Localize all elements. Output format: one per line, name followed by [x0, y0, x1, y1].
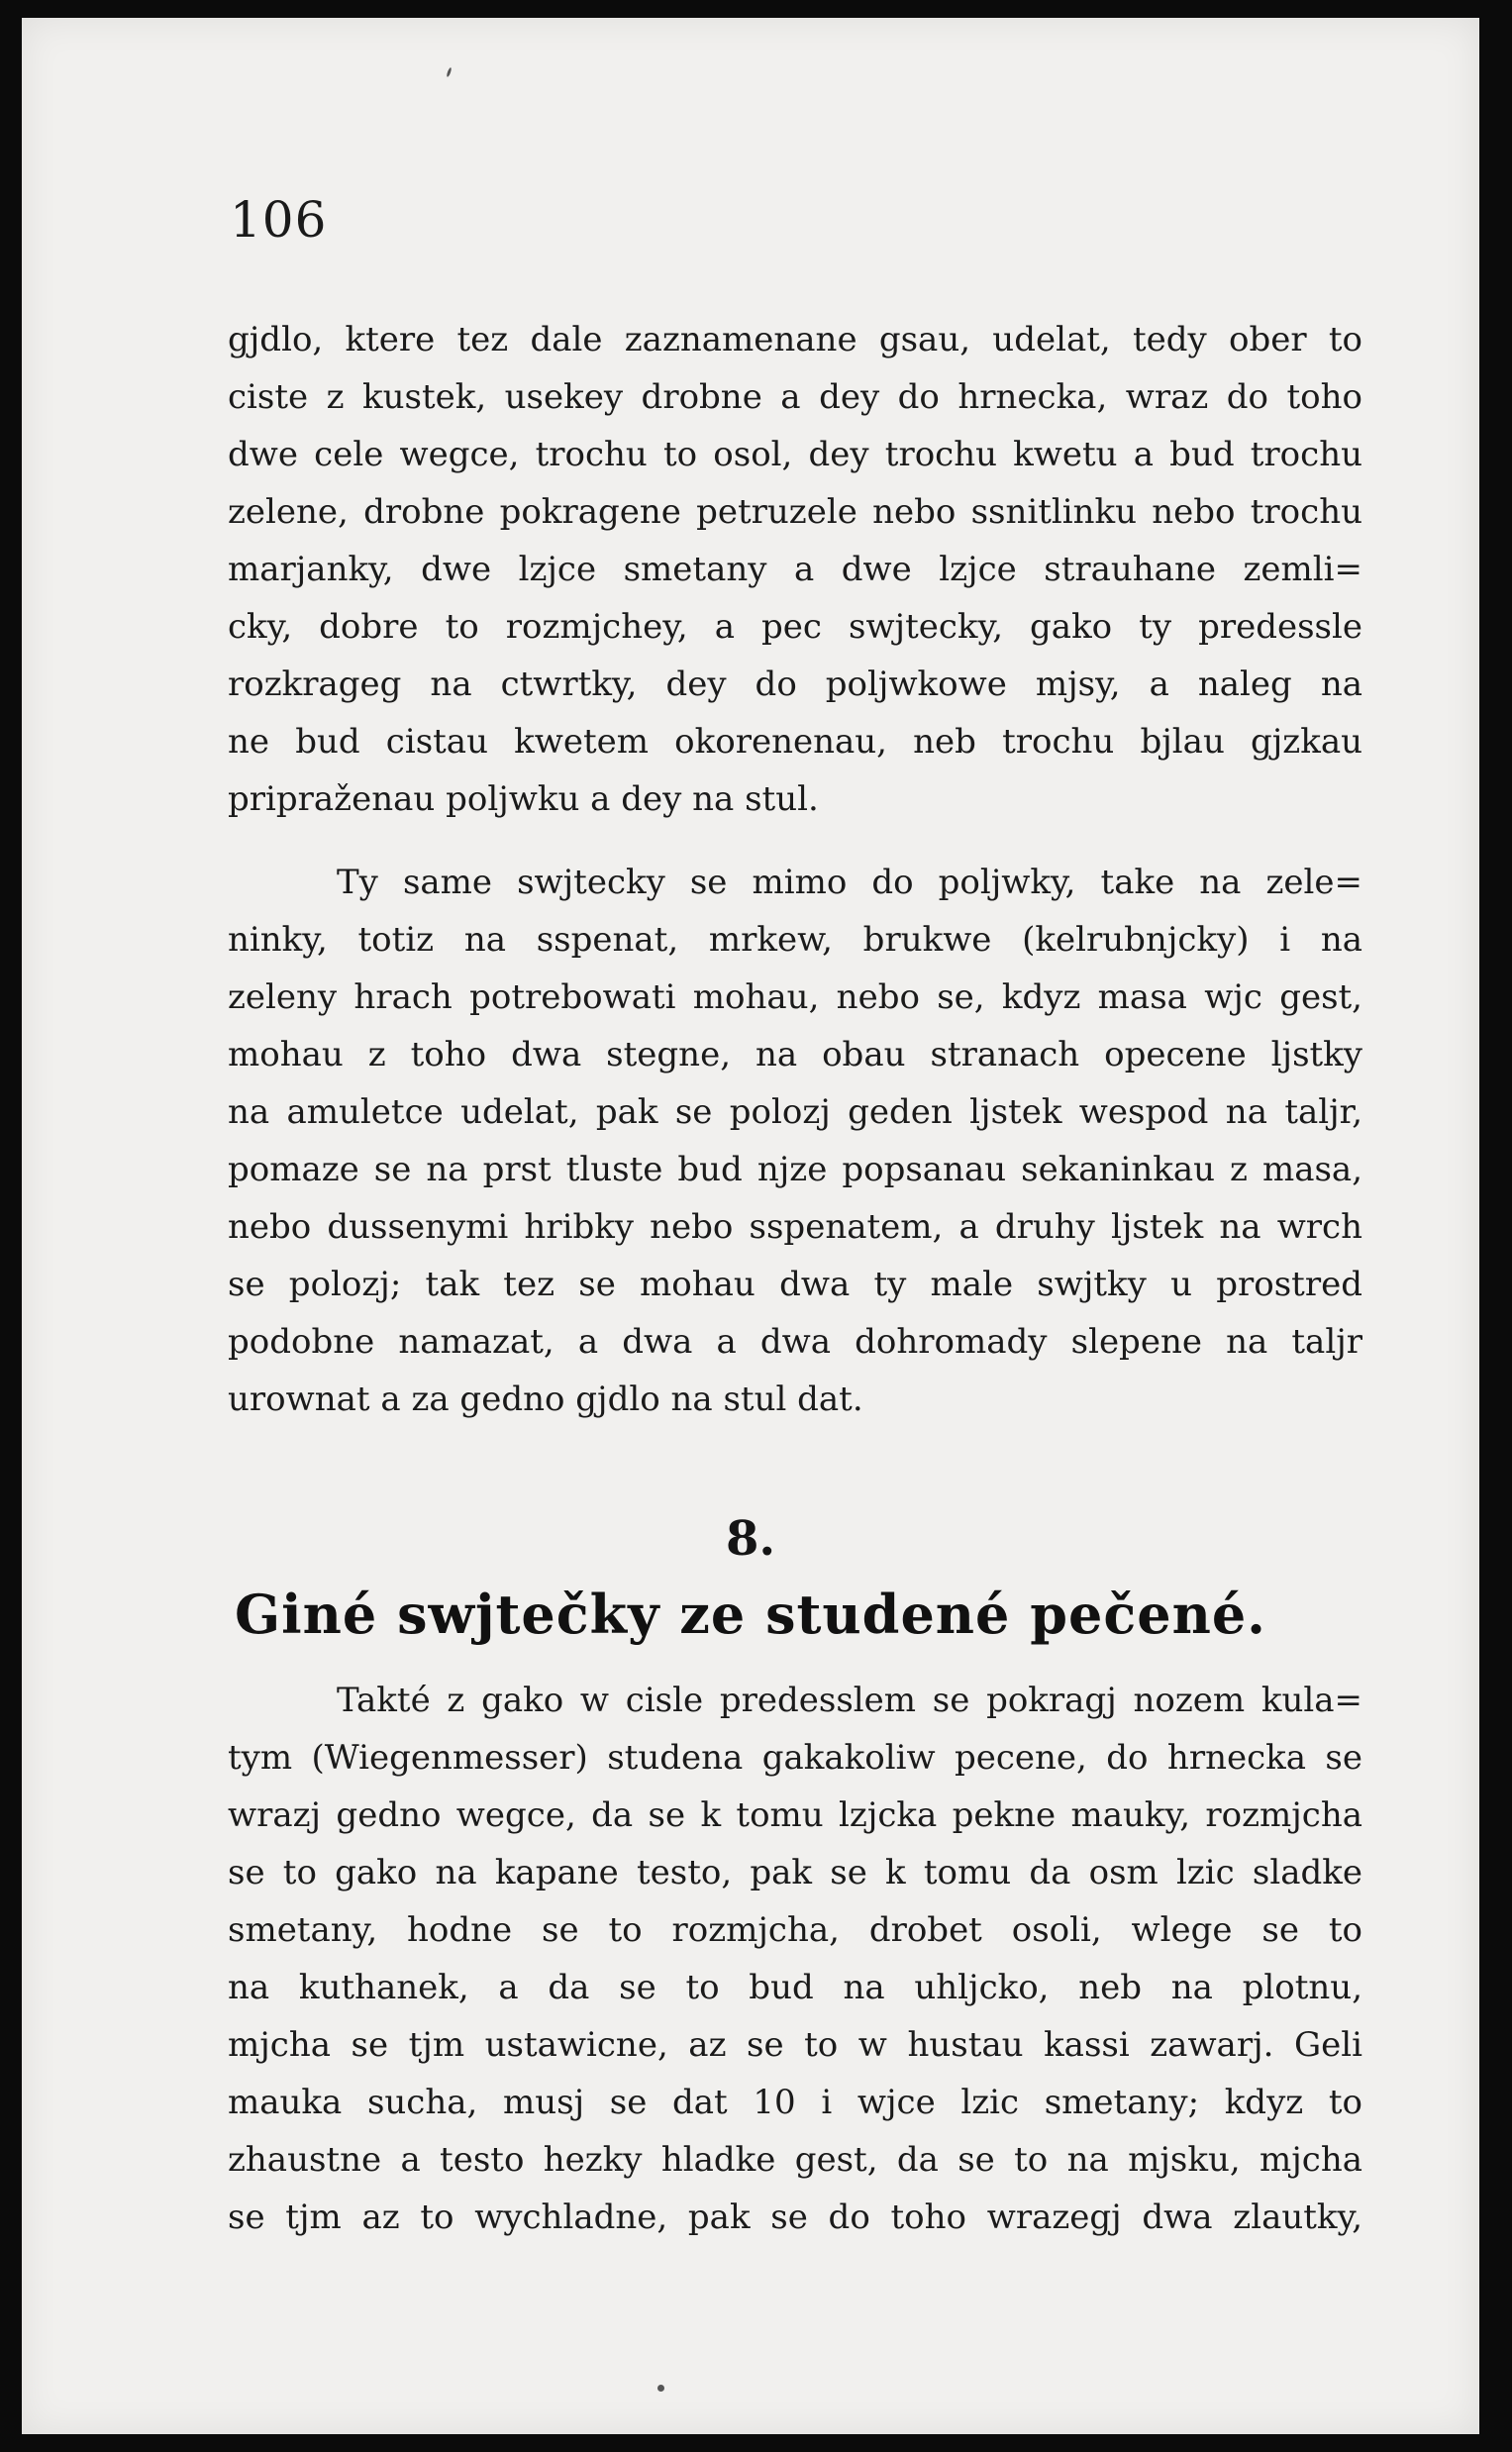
text-line: ninky, totiz na sspenat, mrkew, brukwe (kelrubnjcky) i na	[228, 920, 1362, 960]
text-line: urownat a za gedno gjdlo na stul dat.	[228, 1379, 863, 1419]
text-line: rozkrageg na ctwrtky, dey do poljwkowe mjsy, a naleg na	[228, 664, 1362, 704]
text-line: ne bud cistau kwetem okorenenau, neb trochu bjlau gjzkau	[228, 722, 1362, 762]
text-line: podobne namazat, a dwa a dwa dohromady slepene na taljr	[228, 1322, 1362, 1362]
text-line: se polozj; tak tez se mohau dwa ty male swjtky u prostred	[228, 1265, 1362, 1304]
paragraph-1	[228, 311, 1362, 828]
text-line: se tjm az to wychladne, pak se do toho wrazegj dwa zlautky,	[228, 2197, 1362, 2237]
paper-speck	[657, 2385, 664, 2392]
text-line: smetany, hodne se to rozmjcha, drobet osoli, wlege se to	[228, 1910, 1362, 1950]
text-line: Takté z gako w cisle predesslem se pokragj nozem kula=	[337, 1681, 1362, 1720]
section-heading: Giné swjtečky ze studené pečené.	[235, 1583, 1266, 1646]
text-line: na amuletce udelat, pak se polozj geden ljstek wespod na taljr,	[228, 1092, 1362, 1132]
text-line: mauka sucha, musj se dat 10 i wjce lzic smetany; kdyz to	[228, 2083, 1362, 2122]
text-line: dwe cele wegce, trochu to osol, dey trochu kwetu a bud trochu	[228, 435, 1362, 474]
text-line: zhaustne a testo hezky hladke gest, da se to na mjsku, mjcha	[228, 2140, 1362, 2180]
text-line: tym (Wiegenmesser) studena gakakoliw pecene, do hrnecka se	[228, 1738, 1362, 1778]
book-page	[22, 18, 1479, 2434]
text-line: se to gako na kapane testo, pak se k tomu da osm lzic sladke	[228, 1853, 1362, 1892]
text-line: ciste z kustek, usekey drobne a dey do hrnecka, wraz do toho	[228, 377, 1362, 417]
text-line: mjcha se tjm ustawicne, az se to w hustau kassi zawarj. Geli	[228, 2025, 1362, 2065]
text-line: pripraženau poljwku a dey na stul.	[228, 779, 819, 819]
text-line: na kuthanek, a da se to bud na uhljcko, neb na plotnu,	[228, 1968, 1362, 2007]
section-number: 8.	[725, 1511, 776, 1567]
text-line: nebo dussenymi hribky nebo sspenatem, a druhy ljstek na wrch	[228, 1207, 1362, 1247]
paper-speck	[446, 67, 452, 77]
text-line: zelene, drobne pokragene petruzele nebo ssnitlinku nebo trochu	[228, 492, 1362, 532]
paragraph-3	[228, 1672, 1362, 2246]
page-number: 106	[230, 191, 328, 249]
text-line: wrazj gedno wegce, da se k tomu lzjcka pekne mauky, rozmjcha	[228, 1795, 1362, 1835]
text-line: marjanky, dwe lzjce smetany a dwe lzjce strauhane zemli=	[228, 550, 1362, 589]
text-line: mohau z toho dwa stegne, na obau stranach opecene ljstky	[228, 1035, 1362, 1074]
text-line: zeleny hrach potrebowati mohau, nebo se, kdyz masa wjc gest,	[228, 977, 1362, 1017]
text-line: gjdlo, ktere tez dale zaznamenane gsau, udelat, tedy ober to	[228, 320, 1362, 359]
text-line: pomaze se na prst tluste bud njze popsanau sekaninkau z masa,	[228, 1150, 1362, 1189]
paragraph-2	[228, 854, 1362, 1428]
text-line: Ty same swjtecky se mimo do poljwky, take na zele=	[337, 863, 1362, 902]
text-line: cky, dobre to rozmjchey, a pec swjtecky, gako ty predessle	[228, 607, 1362, 647]
